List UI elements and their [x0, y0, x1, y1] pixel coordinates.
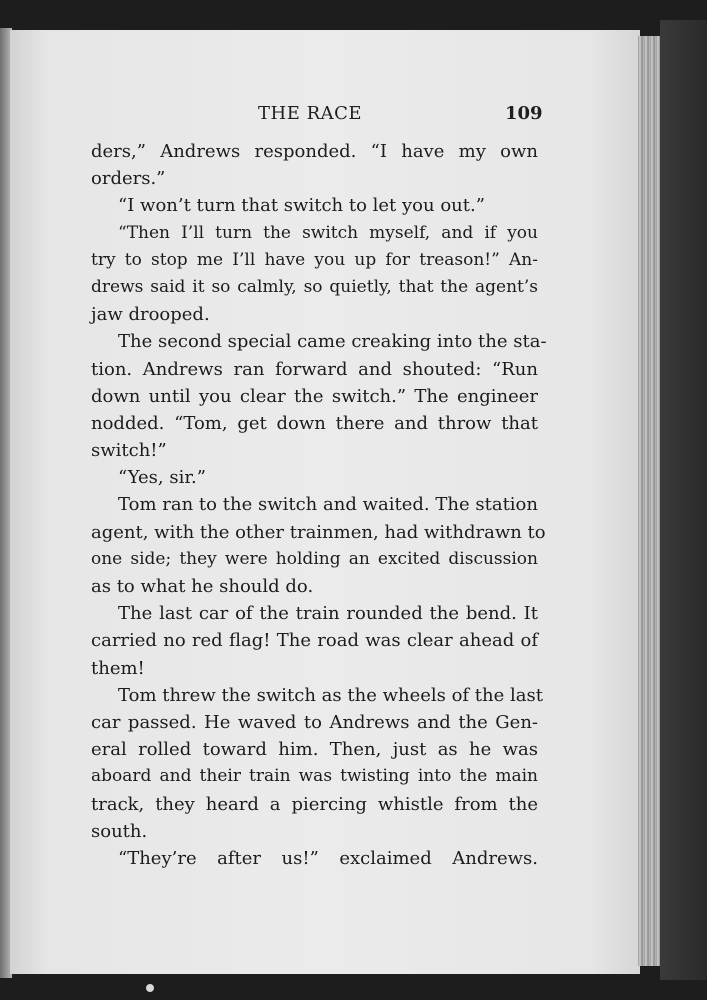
text-line: The last car of the train rounded the bend. It — [118, 603, 538, 625]
text-line: orders.” — [91, 168, 166, 190]
text-line: “They’re after us!” exclaimed Andrews. — [118, 847, 538, 869]
text-line: “Yes, sir.” — [118, 467, 206, 489]
dust-speck — [146, 984, 154, 992]
text-line: agent, with the other trainmen, had withdrawn to — [91, 521, 546, 543]
text-line: tion. Andrews ran forward and shouted: “Run — [91, 358, 538, 380]
running-title: THE RACE — [258, 103, 363, 124]
running-head — [0, 103, 707, 129]
text-line: one side; they were holding an excited discussion — [91, 548, 538, 569]
text-line: Tom threw the switch as the wheels of the last — [118, 684, 543, 706]
text-line: The second special came creaking into the sta- — [118, 331, 547, 353]
text-line: switch!” — [91, 440, 167, 462]
book-cover — [660, 20, 707, 980]
text-line: car passed. He waved to Andrews and the Gen- — [91, 711, 538, 733]
text-line: down until you clear the switch.” The engineer — [91, 385, 538, 407]
text-line: nodded. “Tom, get down there and throw that — [91, 412, 538, 434]
page-edges — [638, 36, 660, 966]
body-text — [91, 138, 547, 872]
text-line: ders,” Andrews responded. “I have my own — [91, 141, 538, 162]
text-line: “I won’t turn that switch to let you out.” — [118, 195, 485, 217]
text-line: eral rolled toward him. Then, just as he was — [91, 739, 538, 761]
text-line: them! — [91, 657, 145, 679]
text-line: Tom ran to the switch and waited. The station — [118, 494, 538, 516]
text-line: carried no red flag! The road was clear ahead of — [91, 630, 538, 652]
text-line: “Then I’ll turn the switch myself, and if you — [118, 222, 538, 243]
text-line: track, they heard a piercing whistle from the — [91, 793, 538, 815]
text-line: try to stop me I’ll have you up for treason!” An- — [91, 249, 538, 270]
text-line: drews said it so calmly, so quietly, that the agent’s — [91, 276, 538, 297]
text-line: jaw drooped. — [91, 304, 210, 326]
text-line: south. — [91, 820, 148, 842]
page-number: 109 — [505, 103, 543, 124]
text-line: aboard and their train was twisting into the main — [91, 766, 538, 787]
text-line: as to what he should do. — [91, 576, 314, 597]
